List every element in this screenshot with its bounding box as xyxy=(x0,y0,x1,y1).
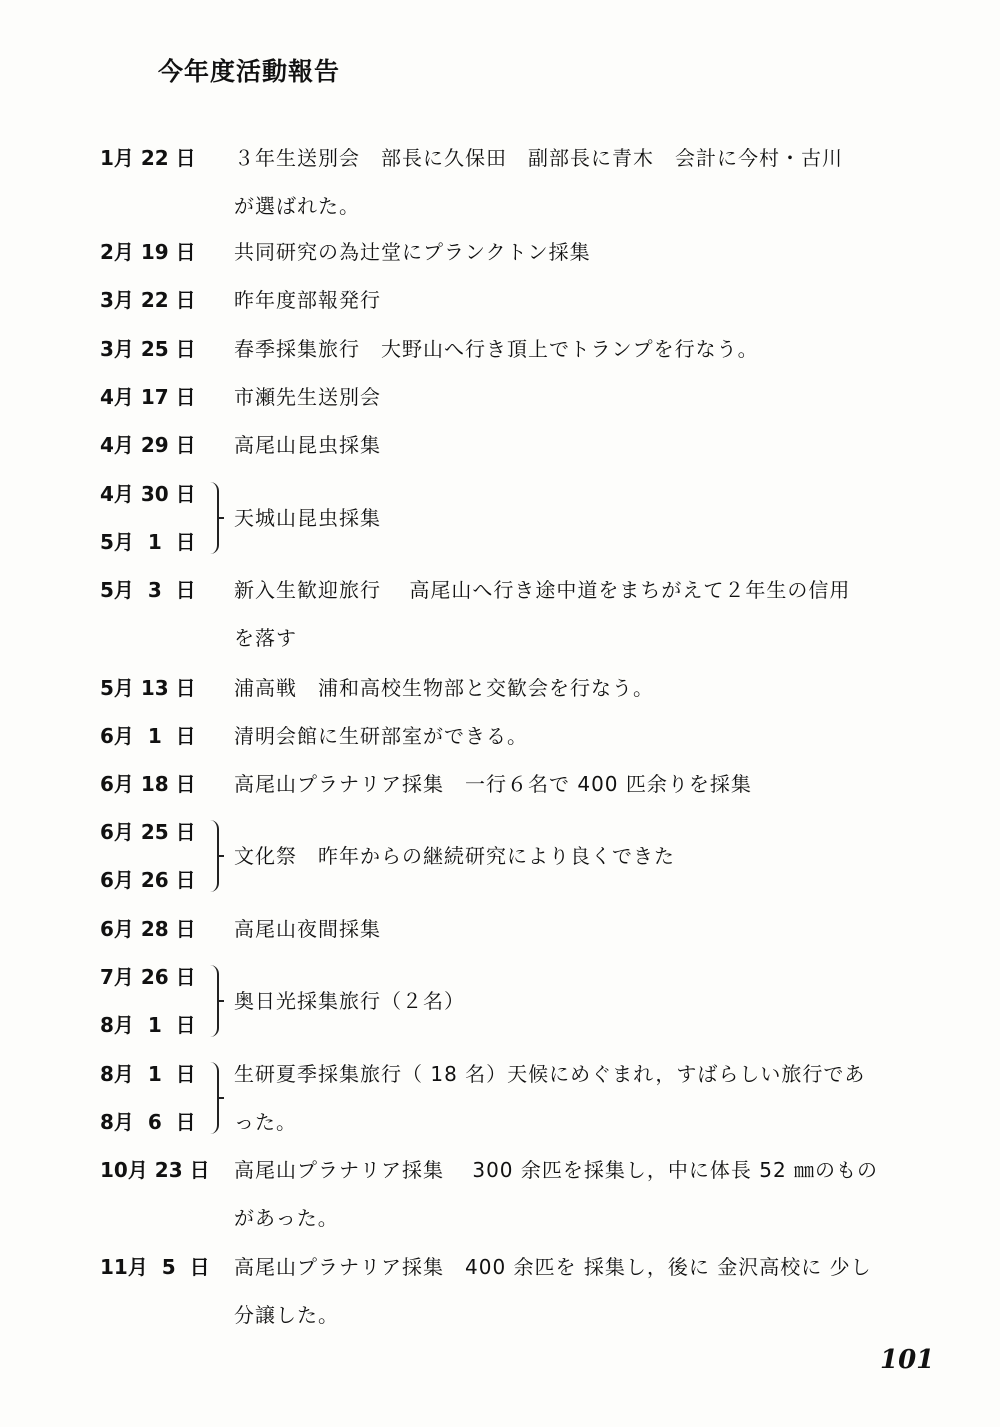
entry-date: 3月 22 日 xyxy=(100,288,196,312)
activity-entry xyxy=(0,712,1000,760)
entry-date: 4月 29 日 xyxy=(100,433,196,457)
entry-text: 奥日光採集旅行（２名） xyxy=(234,989,465,1013)
entry-date-start: 4月 30 日 xyxy=(100,482,196,506)
entry-date-start: 8月 1 日 xyxy=(100,1062,196,1086)
activity-entry xyxy=(0,373,1000,421)
entry-text: 高尾山プラナリア採集 300 余匹を採集し，中に体長 52 ㎜のもの xyxy=(234,1158,879,1182)
activity-entry xyxy=(0,1146,1000,1230)
entry-date-start: 6月 25 日 xyxy=(100,820,196,844)
entry-text: ３年生送別会 部長に久保田 副部長に青木 会計に今村・古川 xyxy=(234,146,843,170)
page-title: 今年度活動報告 xyxy=(158,57,341,86)
activity-entry xyxy=(0,276,1000,324)
entry-text-continued: があった。 xyxy=(234,1206,339,1230)
entry-date-end: 8月 6 日 xyxy=(100,1110,196,1134)
entry-text: 高尾山昆虫採集 xyxy=(234,433,381,457)
page-number: 101 xyxy=(880,1345,935,1375)
entry-text: 昨年度部報発行 xyxy=(234,288,381,312)
entry-date-end: 8月 1 日 xyxy=(100,1013,196,1037)
activity-entry xyxy=(0,905,1000,953)
entry-date: 6月 1 日 xyxy=(100,724,196,748)
entry-date-start: 7月 26 日 xyxy=(100,965,196,989)
entry-text-continued: 分譲した。 xyxy=(234,1303,339,1327)
activity-entry-range xyxy=(0,470,1000,554)
entry-date: 5月 13 日 xyxy=(100,676,196,700)
activity-entry xyxy=(0,760,1000,808)
activity-entry-range xyxy=(0,808,1000,892)
entry-date: 1月 22 日 xyxy=(100,146,196,170)
entry-text: 高尾山プラナリア採集 400 余匹を 採集し，後に 金沢高校に 少し xyxy=(234,1255,872,1279)
entry-text: 春季採集旅行 大野山へ行き頂上でトランプを行なう。 xyxy=(234,337,759,361)
activity-entry xyxy=(0,134,1000,218)
activity-entry xyxy=(0,1243,1000,1327)
entry-text-continued: が選ばれた。 xyxy=(234,194,360,218)
date-range-brace-tip xyxy=(217,517,224,519)
entry-text: 高尾山プラナリア採集 一行６名で 400 匹余りを採集 xyxy=(234,772,752,796)
entry-text: 生研夏季採集旅行（ 18 名）天候にめぐまれ，すばらしい旅行であ xyxy=(234,1062,866,1086)
entry-date: 10月 23 日 xyxy=(100,1158,210,1182)
entry-date: 4月 17 日 xyxy=(100,385,196,409)
entry-text: 浦高戦 浦和高校生物部と交歓会を行なう。 xyxy=(234,676,654,700)
date-range-brace-tip xyxy=(217,1000,224,1002)
activity-entry xyxy=(0,566,1000,650)
activity-entry xyxy=(0,664,1000,712)
entry-date: 2月 19 日 xyxy=(100,240,196,264)
activity-entry xyxy=(0,325,1000,373)
entry-date: 11月 5 日 xyxy=(100,1255,210,1279)
entry-text-continued: を落す xyxy=(234,626,297,650)
entry-text: 文化祭 昨年からの継続研究により良くできた xyxy=(234,844,675,868)
entry-date-end: 5月 1 日 xyxy=(100,530,196,554)
entry-text: 天城山昆虫採集 xyxy=(234,506,381,530)
entry-text: 共同研究の為辻堂にプランクトン採集 xyxy=(234,240,591,264)
entry-date: 6月 28 日 xyxy=(100,917,196,941)
entry-text: 清明会館に生研部室ができる。 xyxy=(234,724,528,748)
activity-entry xyxy=(0,421,1000,469)
activity-entry-range xyxy=(0,1050,1000,1134)
entry-text-continued: った。 xyxy=(234,1110,297,1134)
entry-date: 5月 3 日 xyxy=(100,578,196,602)
entry-text: 新入生歓迎旅行 高尾山へ行き途中道をまちがえて２年生の信用 xyxy=(234,578,851,602)
entry-date: 6月 18 日 xyxy=(100,772,196,796)
date-range-brace-tip xyxy=(217,855,224,857)
entry-date: 3月 25 日 xyxy=(100,337,196,361)
activity-entry xyxy=(0,228,1000,276)
activity-entry-range xyxy=(0,953,1000,1037)
entry-text: 市瀬先生送別会 xyxy=(234,385,381,409)
date-range-brace-tip xyxy=(217,1097,224,1099)
entry-date-end: 6月 26 日 xyxy=(100,868,196,892)
entry-text: 高尾山夜間採集 xyxy=(234,917,381,941)
